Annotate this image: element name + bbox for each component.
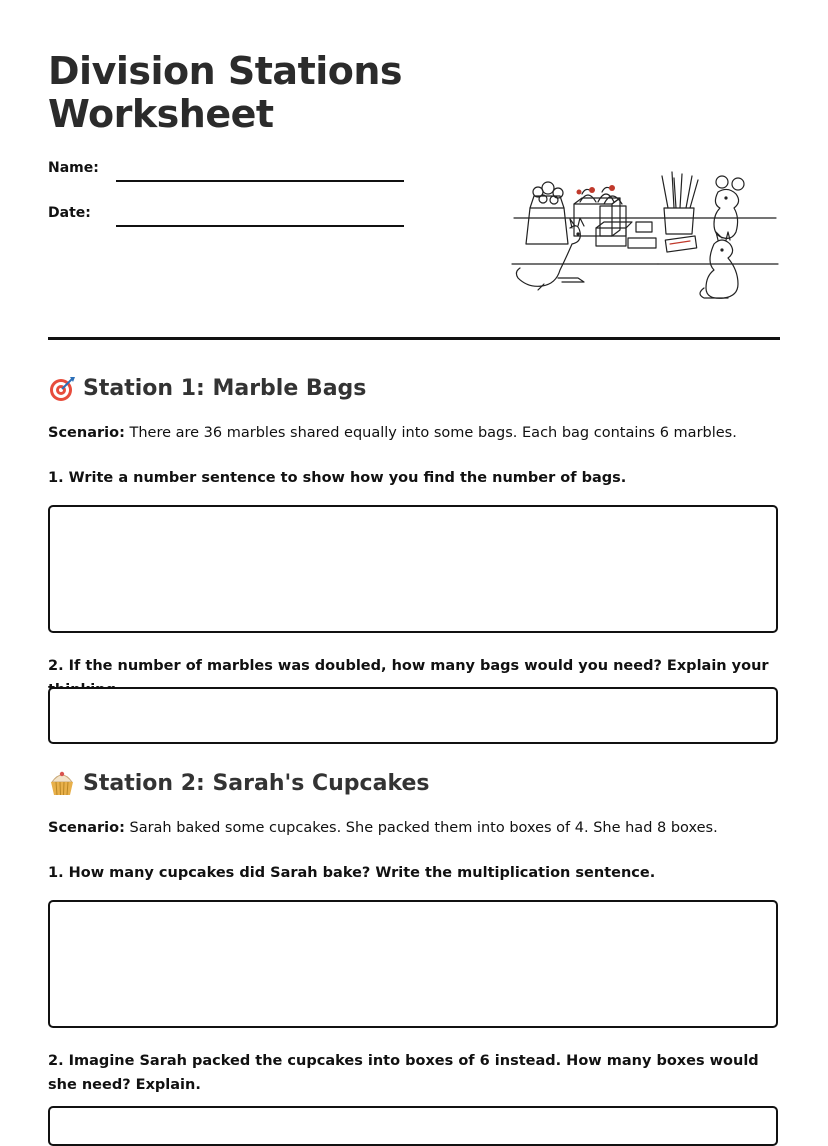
title-line-1: Division Stations [48, 49, 403, 93]
station-1-question-2: 2. If the number of marbles was doubled, how many bags would you need? Explain your [48, 658, 769, 674]
scenario-label: Scenario: [48, 425, 125, 441]
kangaroo-classroom-illustration [508, 168, 780, 304]
station-1-question-1: 1. Write a number sentence to show how you find the number of bags. [48, 470, 627, 486]
station-1-title: Station 1: Marble Bags [83, 375, 367, 401]
date-label: Date: [48, 205, 91, 221]
station-2-question-1: 1. How many cupcakes did Sarah bake? Write the multiplication sentence. [48, 865, 656, 881]
cupcake-icon [48, 769, 76, 797]
name-field[interactable] [116, 180, 404, 182]
worksheet-title [48, 50, 402, 136]
scenario-label: Scenario: [48, 820, 125, 836]
station-2-title: Station 2: Sarah's Cupcakes [83, 770, 430, 796]
station-1-heading [48, 374, 366, 402]
header-divider [48, 337, 780, 340]
scenario-text: Sarah baked some cupcakes. She packed them into boxes of 4. She had 8 boxes. [129, 820, 718, 836]
date-field[interactable] [116, 225, 404, 227]
title-line-2: Worksheet [48, 92, 274, 136]
station-2-answer-1-box[interactable] [48, 900, 778, 1028]
station-1-answer-1-box[interactable] [48, 505, 778, 633]
station-2-heading [48, 769, 430, 797]
target-icon [48, 374, 76, 402]
station-1-scenario [48, 425, 737, 441]
name-label: Name: [48, 160, 99, 176]
station-2-answer-2-box[interactable] [48, 1106, 778, 1146]
station-1-answer-2-box[interactable] [48, 687, 778, 744]
scenario-text: There are 36 marbles shared equally into some bags. Each bag contains 6 marbles. [129, 425, 737, 441]
station-2-question-2: 2. Imagine Sarah packed the cupcakes into boxes of 6 instead. How many boxes would she need? Explain. [48, 1053, 759, 1093]
station-2-scenario [48, 820, 718, 836]
